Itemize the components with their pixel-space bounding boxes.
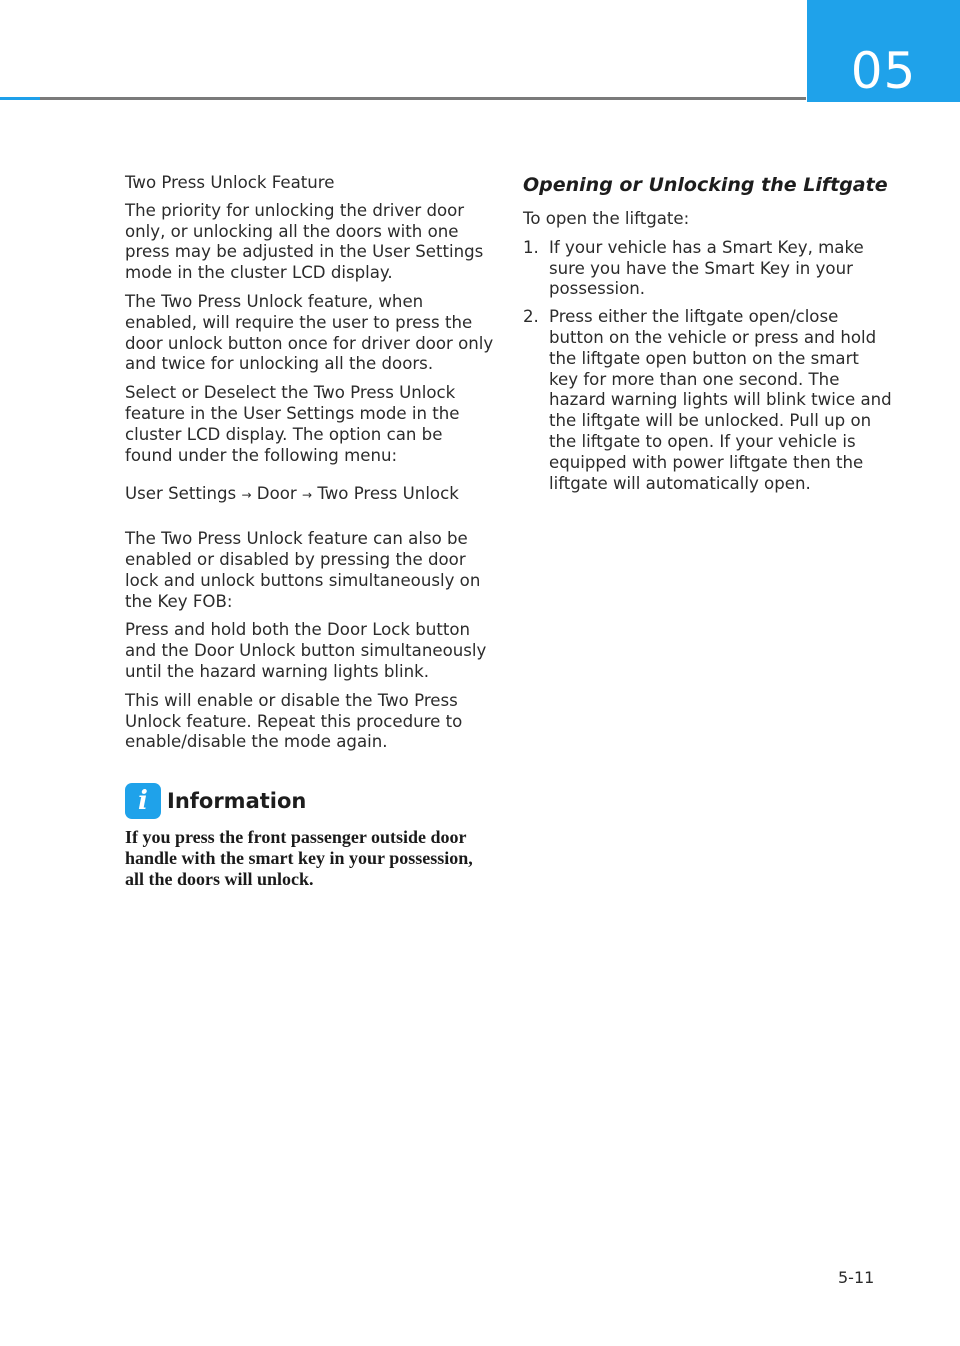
header-rule-accent	[0, 97, 40, 100]
paragraph-key-fob: The Two Press Unlock feature can also be enabled or disabled by pressing the door lock and unlock buttons simultaneously on the Key FOB:	[125, 529, 481, 611]
paragraph-two-press: The Two Press Unlock feature, when enabled, will require the user to press the door unlock button once for driver door only and twice for unlocking all the doors.	[125, 291, 494, 374]
information-box	[125, 783, 495, 890]
liftgate-steps	[523, 238, 893, 495]
list-item	[523, 238, 893, 300]
arrow-right-icon: →	[241, 488, 252, 503]
menu-path	[125, 484, 495, 506]
menu-path-user-settings: User Settings	[125, 484, 237, 504]
step-number: 1.	[523, 237, 539, 257]
section-title: Opening or Unlocking the Liftgate	[523, 174, 888, 196]
page-number: 5-11	[838, 1268, 875, 1287]
list-item	[523, 307, 893, 494]
right-column	[523, 173, 893, 501]
left-column	[125, 173, 495, 890]
information-header	[125, 783, 495, 819]
arrow-right-icon: →	[301, 488, 313, 503]
info-icon: i	[125, 783, 161, 819]
step-number: 2.	[523, 307, 539, 327]
paragraph-select: Select or Deselect the Two Press Unlock feature in the User Settings mode in the cluster LCD display. The option can be found under the following menu:	[125, 383, 460, 465]
menu-path-two-press-unlock: Two Press Unlock	[317, 484, 459, 504]
information-title: Information	[167, 789, 307, 814]
paragraph-enable-disable: This will enable or disable the Two Press Unlock feature. Repeat this procedure to enable/disable the mode again.	[125, 690, 463, 752]
menu-path-door: Door	[256, 484, 297, 504]
chapter-tab: 05	[807, 0, 960, 102]
step-text: If your vehicle has a Smart Key, make sure you have the Smart Key in your possession.	[549, 237, 864, 299]
step-text: Press either the liftgate open/close button on the vehicle or press and hold the liftgate open button on the smart key for more than one second. The hazard warning lights will blink twice and the liftgate will be unlocked. Pull up on the liftgate to open. If your vehicle is equipped with power liftgate then the liftgate will automatically open.	[549, 307, 892, 493]
paragraph-priority: The priority for unlocking the driver door only, or unlocking all the doors with one press may be adjusted in the User Settings mode in the cluster LCD display.	[125, 200, 484, 283]
subsection-title: Two Press Unlock Feature	[125, 173, 335, 192]
header-rule	[0, 97, 806, 100]
liftgate-intro: To open the liftgate:	[523, 209, 690, 228]
information-text: If you press the front passenger outside door handle with the smart key in your possession, all the doors will unlock.	[125, 827, 473, 890]
paragraph-press-hold: Press and hold both the Door Lock button and the Door Unlock button simultaneously until the hazard warning lights blink.	[125, 620, 487, 681]
